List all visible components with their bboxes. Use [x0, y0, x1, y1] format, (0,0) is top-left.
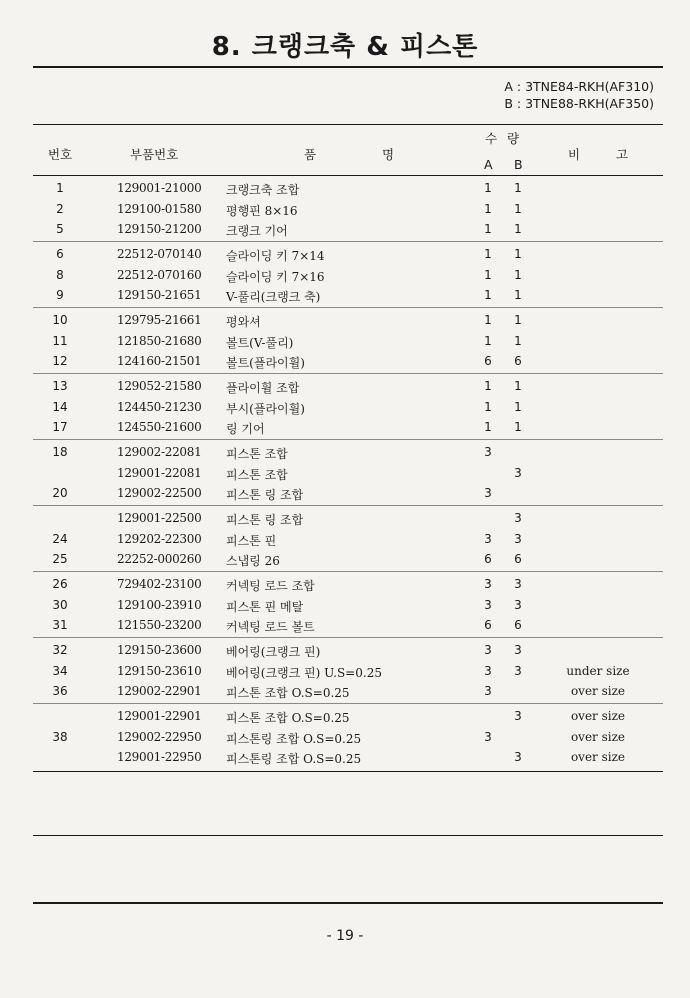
- row-number-cell: 6: [56, 247, 64, 261]
- group-separator: [33, 637, 663, 638]
- qty-b-cell: 3: [514, 709, 522, 723]
- title-rule: [33, 66, 663, 68]
- qty-a-cell: 6: [484, 552, 492, 567]
- part-number-cell: 129002-22081: [117, 445, 202, 459]
- table-end-rule: [33, 771, 663, 772]
- qty-b-cell: 1: [514, 420, 522, 435]
- qty-b-cell: 6: [514, 552, 522, 567]
- remark-cell: under size: [566, 663, 630, 678]
- qty-b-cell: 3: [514, 465, 522, 480]
- qty-a-cell: 3: [484, 445, 492, 459]
- part-number-cell: 121550-23200: [117, 618, 202, 633]
- qty-a-cell: 1: [484, 399, 492, 414]
- qty-a-cell: 1: [484, 201, 492, 216]
- qty-b-cell: 1: [514, 313, 522, 327]
- part-number-cell: 129150-23610: [117, 663, 202, 678]
- qty-b-cell: 1: [514, 201, 522, 216]
- part-name-cell: 평와셔: [226, 315, 261, 329]
- part-number-cell: 124450-21230: [117, 399, 202, 414]
- qty-b-cell: 1: [514, 267, 522, 282]
- part-name-cell: 슬라이딩 키 7×14: [226, 249, 325, 263]
- qty-b-cell: 6: [514, 618, 522, 633]
- row-number-cell: 11: [52, 333, 68, 348]
- row-number-cell: 34: [52, 663, 68, 678]
- part-number-cell: 129150-21651: [117, 288, 202, 303]
- part-name-cell: 플라이휠 조합: [226, 381, 300, 395]
- part-name-cell: 부시(플라이휠): [226, 401, 305, 416]
- part-name-cell: 크랭크축 조합: [226, 183, 300, 197]
- part-number-cell: 129100-23910: [117, 597, 202, 612]
- qty-a-cell: 3: [484, 577, 492, 591]
- part-name-cell: 크랭크 기어: [226, 224, 288, 239]
- qty-a-cell: 1: [484, 247, 492, 261]
- header-bottom-rule: [33, 175, 663, 176]
- qty-b-cell: 3: [514, 531, 522, 546]
- part-name-cell: V-풀리(크랭크 축): [226, 290, 321, 305]
- part-name-cell: 베어링(크랭크 핀) U.S=0.25: [226, 665, 382, 680]
- qty-b-cell: 3: [514, 597, 522, 612]
- part-number-cell: 129795-21661: [117, 313, 202, 327]
- group-separator: [33, 439, 663, 440]
- part-name-cell: 스냅링 26: [226, 554, 280, 569]
- header-qty-b: B: [514, 157, 523, 172]
- page-title: 8. 크랭크축 & 피스톤: [211, 32, 479, 62]
- remark-cell: over size: [570, 729, 626, 744]
- row-number-cell: 1: [56, 181, 64, 195]
- part-name-cell: 커넥팅 로드 볼트: [226, 620, 315, 635]
- qty-b-cell: 1: [514, 181, 522, 195]
- qty-a-cell: 6: [484, 618, 492, 633]
- part-number-cell: 129001-22901: [117, 709, 202, 723]
- part-number-cell: 129001-22500: [117, 511, 202, 525]
- qty-b-cell: 3: [514, 643, 522, 657]
- model-a: A : 3TNE84-RKH(AF310): [504, 79, 654, 94]
- part-number-cell: 129001-22081: [117, 465, 202, 480]
- group-separator: [33, 703, 663, 704]
- header-qty: 수 량: [485, 131, 520, 146]
- row-number-cell: 30: [52, 597, 68, 612]
- part-number-cell: 129001-21000: [117, 181, 202, 195]
- row-number-cell: 24: [52, 531, 68, 546]
- part-name-cell: 피스톤링 조합 O.S=0.25: [226, 752, 362, 767]
- qty-a-cell: 3: [484, 531, 492, 546]
- qty-a-cell: 1: [484, 379, 492, 393]
- part-number-cell: 124550-21600: [117, 420, 202, 435]
- qty-a-cell: 3: [484, 684, 492, 699]
- part-name-cell: 피스톤 핀 메탈: [226, 599, 304, 614]
- group-separator: [33, 373, 663, 374]
- header-qty-a: A: [484, 157, 493, 172]
- footer-rule-1: [33, 835, 663, 836]
- row-number-cell: 13: [52, 379, 68, 393]
- qty-b-cell: 1: [514, 399, 522, 414]
- row-number-cell: 10: [52, 313, 68, 327]
- part-name-cell: 커넥팅 로드 조합: [226, 579, 315, 593]
- qty-b-cell: 1: [514, 222, 522, 237]
- group-separator: [33, 307, 663, 308]
- row-number-cell: 36: [52, 684, 68, 699]
- part-number-cell: 729402-23100: [117, 577, 202, 591]
- part-name-cell: 볼트(V-풀리): [226, 335, 294, 350]
- part-number-cell: 129150-21200: [117, 222, 202, 237]
- qty-a-cell: 1: [484, 181, 492, 195]
- model-b: B : 3TNE88-RKH(AF350): [504, 96, 654, 111]
- part-number-cell: 129002-22901: [117, 684, 202, 699]
- remark-cell: over size: [570, 684, 626, 699]
- row-number-cell: 9: [56, 288, 64, 303]
- part-name-cell: 피스톤 조합 O.S=0.25: [226, 686, 350, 701]
- part-name-cell: 피스톤링 조합 O.S=0.25: [226, 731, 362, 746]
- qty-a-cell: 3: [484, 663, 492, 678]
- header-remarks-1: 비: [568, 147, 581, 162]
- part-number-cell: 129002-22950: [117, 729, 202, 744]
- page-number: - 19 -: [326, 928, 364, 944]
- part-name-cell: 피스톤 링 조합: [226, 513, 304, 527]
- qty-a-cell: 1: [484, 420, 492, 435]
- qty-a-cell: 1: [484, 313, 492, 327]
- part-number-cell: 129150-23600: [117, 643, 202, 657]
- qty-b-cell: 3: [514, 663, 522, 678]
- row-number-cell: 17: [52, 420, 68, 435]
- part-number-cell: 22512-070160: [117, 267, 202, 282]
- qty-b-cell: 6: [514, 354, 522, 369]
- header-name-1: 품: [304, 147, 317, 162]
- group-separator: [33, 505, 663, 506]
- header-part-no: 부품번호: [130, 147, 179, 162]
- qty-b-cell: 1: [514, 333, 522, 348]
- model-legend: [504, 78, 654, 112]
- part-number-cell: 121850-21680: [117, 333, 202, 348]
- qty-a-cell: 6: [484, 354, 492, 369]
- part-number-cell: 129002-22500: [117, 486, 202, 501]
- row-number-cell: 12: [52, 354, 68, 369]
- part-name-cell: 피스톤 링 조합: [226, 488, 304, 503]
- qty-b-cell: 3: [514, 750, 522, 765]
- row-number-cell: 31: [52, 618, 68, 633]
- qty-b-cell: 1: [514, 247, 522, 261]
- part-number-cell: 129001-22950: [117, 750, 202, 765]
- row-number-cell: 25: [52, 552, 68, 567]
- qty-b-cell: 3: [514, 577, 522, 591]
- row-number-cell: 20: [52, 486, 68, 501]
- qty-b-cell: 1: [514, 379, 522, 393]
- part-number-cell: 129202-22300: [117, 531, 202, 546]
- group-separator: [33, 571, 663, 572]
- remark-cell: over size: [570, 750, 626, 765]
- qty-a-cell: 1: [484, 288, 492, 303]
- part-number-cell: 129052-21580: [117, 379, 202, 393]
- qty-b-cell: 3: [514, 511, 522, 525]
- part-name-cell: 평행핀 8×16: [226, 203, 298, 218]
- part-name-cell: 링 기어: [226, 422, 265, 437]
- header-top-rule: [33, 124, 663, 125]
- qty-a-cell: 1: [484, 267, 492, 282]
- part-number-cell: 129100-01580: [117, 201, 202, 216]
- qty-a-cell: 1: [484, 222, 492, 237]
- part-name-cell: 피스톤 핀: [226, 533, 277, 548]
- row-number-cell: 14: [52, 399, 68, 414]
- qty-a-cell: 3: [484, 643, 492, 657]
- qty-b-cell: 1: [514, 288, 522, 303]
- footer-rule-2: [33, 902, 663, 904]
- row-number-cell: 5: [56, 222, 64, 237]
- part-name-cell: 피스톤 조합: [226, 447, 288, 461]
- qty-a-cell: 3: [484, 597, 492, 612]
- header-no: 번호: [48, 147, 73, 162]
- row-number-cell: 38: [52, 729, 68, 744]
- row-number-cell: 32: [52, 643, 68, 657]
- qty-a-cell: 1: [484, 333, 492, 348]
- row-number-cell: 8: [56, 267, 64, 282]
- row-number-cell: 2: [56, 201, 64, 216]
- part-name-cell: 베어링(크랭크 핀): [226, 645, 321, 659]
- part-name-cell: 피스톤 조합 O.S=0.25: [226, 711, 350, 725]
- part-number-cell: 22512-070140: [117, 247, 202, 261]
- part-name-cell: 볼트(플라이휠): [226, 356, 305, 371]
- part-name-cell: 슬라이딩 키 7×16: [226, 269, 325, 284]
- qty-a-cell: 3: [484, 729, 492, 744]
- header-remarks-2: 고: [616, 147, 629, 162]
- part-number-cell: 124160-21501: [117, 354, 202, 369]
- part-number-cell: 22252-000260: [117, 552, 202, 567]
- part-name-cell: 피스톤 조합: [226, 467, 288, 482]
- qty-a-cell: 3: [484, 486, 492, 501]
- group-separator: [33, 241, 663, 242]
- row-number-cell: 26: [52, 577, 68, 591]
- header-name-2: 명: [382, 147, 395, 162]
- row-number-cell: 18: [52, 445, 68, 459]
- remark-cell: over size: [570, 709, 626, 723]
